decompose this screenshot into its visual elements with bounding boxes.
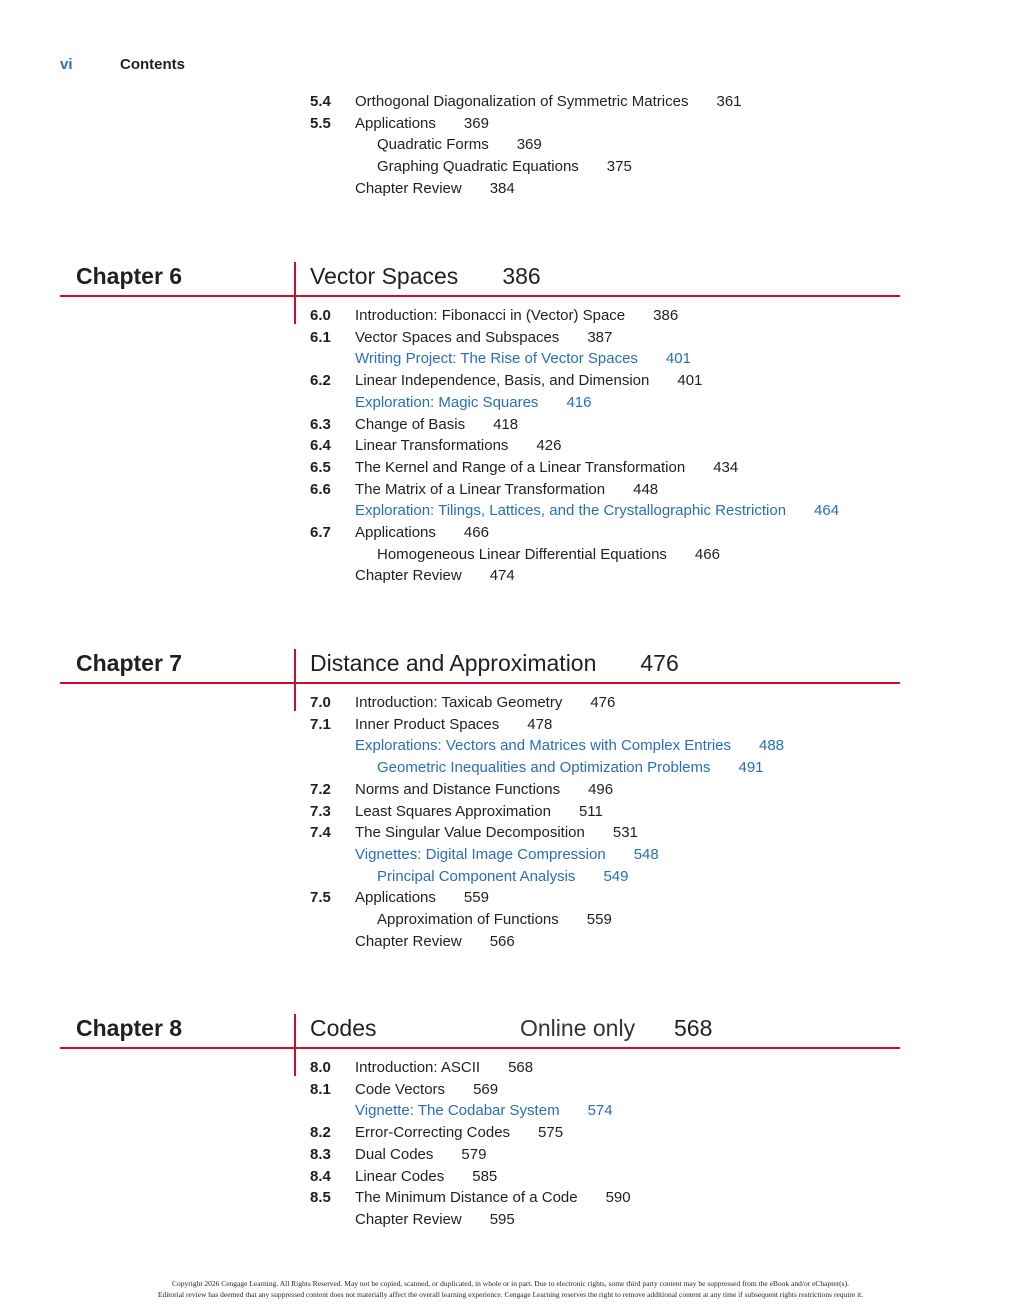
section-number: 6.0 [310, 307, 331, 324]
section-number: 7.5 [310, 889, 331, 907]
entry-page-number: 595 [489, 1210, 515, 1228]
entry-title: Introduction: ASCII [355, 1059, 481, 1076]
chapter-rule-horizontal [60, 1047, 900, 1049]
entry-page-number: 491 [738, 759, 764, 777]
entry-title: Principal Component Analysis [377, 867, 576, 885]
entry-page-number: 466 [694, 545, 720, 563]
entry-page-number: 559 [586, 911, 612, 928]
entry-page-number: 418 [493, 415, 519, 433]
section-number: 5.5 [310, 114, 331, 132]
entry-title: Dual Codes [355, 1145, 434, 1163]
entry-title: The Kernel and Range of a Linear Transformation [355, 458, 686, 476]
chapter-title-text: Distance and Approximation [310, 650, 597, 676]
entry-page-number: 496 [588, 780, 614, 798]
entry-page-number: 488 [759, 737, 785, 755]
entry-title: The Matrix of a Linear Transformation [355, 480, 606, 498]
entry-page-number: 569 [473, 1080, 499, 1098]
entry-page-number: 574 [587, 1102, 613, 1120]
section-number: 7.0 [310, 694, 331, 711]
entry-title: Norms and Distance Functions [355, 780, 561, 798]
entry-page-number: 575 [538, 1124, 564, 1142]
entry-title: Applications [355, 524, 436, 541]
entry-page-number: 531 [612, 824, 638, 842]
chapter-title[interactable] [310, 262, 541, 290]
entry-title: Orthogonal Diagonalization of Symmetric Matrices [355, 93, 689, 110]
chapter-label: Chapter 6 [76, 263, 183, 289]
entry-page-number: 369 [463, 114, 489, 132]
section-number: 6.3 [310, 415, 331, 433]
entry-page-number: 434 [713, 458, 739, 476]
section-number: 6.6 [310, 480, 331, 498]
chapter-label: Chapter 7 [76, 650, 183, 676]
copyright-line: Editorial review has deemed that any suppressed content does not materially affect the overall learning experience. Cengage Learning reserves the right to remove additional content at any time if subsequent rights restrictions require it. [157, 1290, 864, 1299]
chapter-page-number: 568 [674, 1015, 713, 1041]
section-number: 8.5 [310, 1189, 331, 1207]
entry-title: Vignettes: Digital Image Compression [355, 845, 606, 863]
section-number: 8.4 [310, 1167, 331, 1185]
section-number: 7.1 [310, 715, 331, 733]
section-number: 6.1 [310, 328, 331, 346]
entry-title: Introduction: Taxicab Geometry [355, 694, 563, 711]
section-number: 8.1 [310, 1080, 331, 1098]
entry-page-number: 590 [605, 1189, 631, 1207]
entry-page-number: 559 [463, 889, 489, 907]
entry-title: Code Vectors [355, 1080, 446, 1098]
entry-page-number: 426 [536, 437, 562, 455]
entry-title: Inner Product Spaces [355, 715, 500, 733]
entry-title: Introduction: Fibonacci in (Vector) Space [355, 307, 626, 324]
section-number: 6.5 [310, 458, 331, 476]
chapter-title[interactable] [310, 1014, 376, 1042]
section-number: 8.0 [310, 1059, 331, 1076]
entry-title: Linear Independence, Basis, and Dimension [355, 372, 650, 390]
chapter-rule-horizontal [60, 682, 900, 684]
chapter-label: Chapter 8 [76, 1015, 183, 1041]
copyright-line: Copyright 2026 Cengage Learning. All Rights Reserved. May not be copied, scanned, or duplicated, in whole or in part. Due to electronic rights, some third party content may be suppressed from the eBook and/or eChapter(s). [172, 1279, 849, 1288]
entry-page-number: 511 [578, 802, 603, 820]
entry-page-number: 464 [814, 502, 840, 520]
chapter-page-number: 386 [502, 263, 541, 289]
section-number: 8.3 [310, 1145, 331, 1163]
entry-page-number: 579 [461, 1145, 487, 1163]
section-number: 7.3 [310, 802, 331, 820]
chapter-title-text: Vector Spaces [310, 263, 459, 289]
entry-page-number: 476 [590, 694, 616, 711]
section-number: 8.2 [310, 1124, 331, 1142]
section-number: 5.4 [310, 93, 331, 110]
entry-title: Change of Basis [355, 415, 466, 433]
chapter-rule-horizontal [60, 295, 900, 297]
running-head: Contents [120, 56, 185, 73]
entry-page-number: 478 [527, 715, 553, 733]
entry-title: Explorations: Vectors and Matrices with Complex Entries [355, 737, 731, 755]
entry-title: Chapter Review [355, 567, 462, 585]
entry-page-number: 361 [716, 93, 742, 110]
section-number: 6.2 [310, 372, 331, 390]
entry-page-number: 566 [489, 932, 515, 950]
entry-title: Approximation of Functions [377, 911, 559, 928]
entry-page-number: 386 [653, 307, 679, 324]
entry-page-number: 568 [508, 1059, 534, 1076]
section-number: 6.4 [310, 437, 331, 455]
chapter-rule-vertical [294, 262, 296, 324]
chapter-title[interactable] [310, 649, 679, 677]
entry-title: Least Squares Approximation [355, 802, 551, 820]
entry-title: Vignette: The Codabar System [355, 1102, 560, 1120]
entry-title: Applications [355, 114, 436, 132]
page-folio: vi [60, 56, 73, 73]
entry-page-number: 387 [587, 328, 613, 346]
section-number: 6.7 [310, 524, 331, 541]
entry-page-number: 384 [489, 179, 515, 197]
entry-title: Error-Correcting Codes [355, 1124, 511, 1142]
online-only-note: Online only [520, 1015, 636, 1041]
entry-page-number: 585 [472, 1167, 498, 1185]
entry-title: Writing Project: The Rise of Vector Spaces [355, 350, 638, 368]
entry-title: Chapter Review [355, 932, 462, 950]
entry-title: Linear Transformations [355, 437, 509, 455]
entry-title: Homogeneous Linear Differential Equations [377, 545, 667, 563]
entry-title: Geometric Inequalities and Optimization Problems [377, 759, 711, 777]
chapter-page-number: 476 [640, 650, 679, 676]
entry-page-number: 375 [606, 158, 632, 176]
entry-page-number: 448 [633, 480, 659, 498]
entry-page-number: 401 [665, 350, 691, 368]
entry-page-number: 549 [603, 867, 629, 885]
copyright-notice [0, 1278, 1021, 1300]
entry-page-number: 466 [463, 524, 489, 541]
section-number: 7.4 [310, 824, 331, 842]
entry-page-number: 548 [633, 845, 659, 863]
entry-page-number: 474 [489, 567, 515, 585]
entry-title: Applications [355, 889, 436, 907]
chapter-rule-vertical [294, 649, 296, 711]
entry-title: Exploration: Tilings, Lattices, and the Crystallographic Restriction [355, 502, 787, 520]
entry-title: Chapter Review [355, 179, 462, 197]
section-number: 7.2 [310, 780, 331, 798]
entry-title: The Singular Value Decomposition [355, 824, 585, 842]
chapter-title-text: Codes [310, 1015, 377, 1041]
entry-title: Exploration: Magic Squares [355, 393, 539, 411]
entry-title: Chapter Review [355, 1210, 462, 1228]
entry-page-number: 401 [677, 372, 703, 390]
entry-title: Linear Codes [355, 1167, 445, 1185]
entry-title: Quadratic Forms [377, 136, 489, 154]
entry-page-number: 369 [516, 136, 542, 154]
entry-title: Vector Spaces and Subspaces [355, 328, 560, 346]
entry-title: The Minimum Distance of a Code [355, 1189, 578, 1207]
chapter-rule-vertical [294, 1014, 296, 1076]
entry-page-number: 416 [566, 393, 592, 411]
entry-title: Graphing Quadratic Equations [377, 158, 579, 176]
